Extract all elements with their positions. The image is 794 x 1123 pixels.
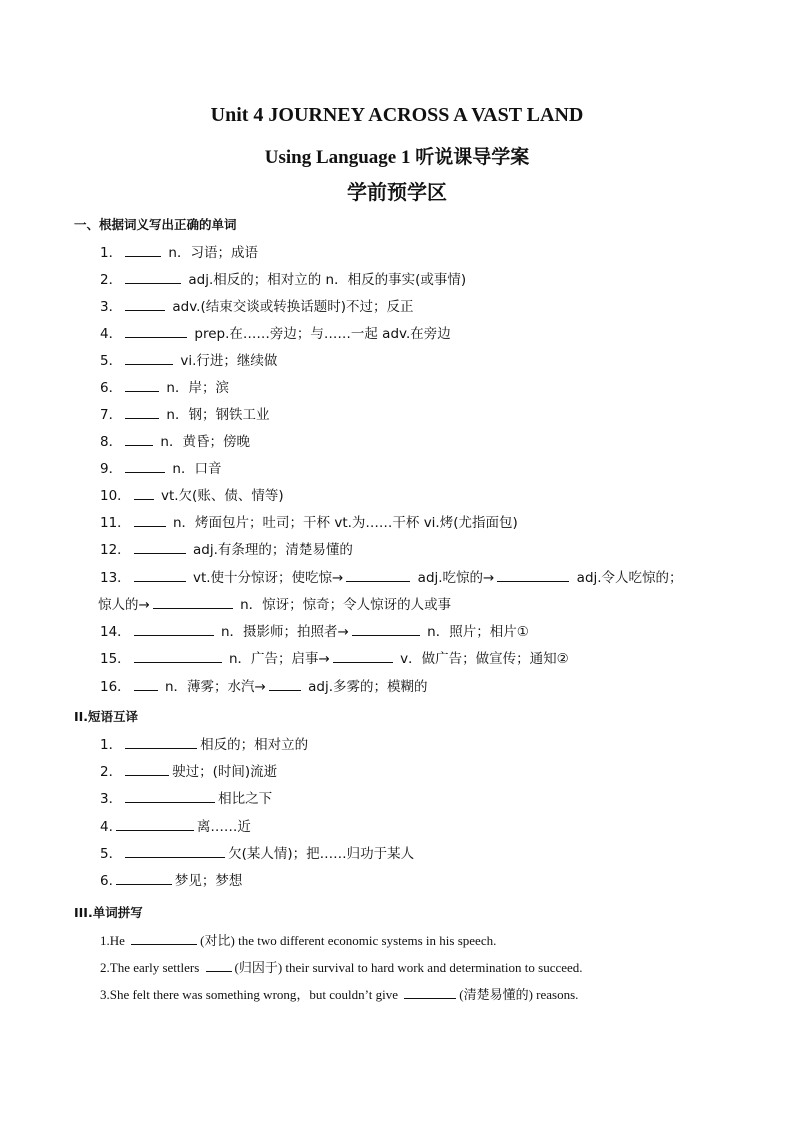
list-item [100,869,242,889]
item-number: 2． [100,764,123,780]
list-item [100,930,496,949]
list-item [100,295,414,315]
answer-blank[interactable] [134,569,186,582]
answer-blank[interactable] [404,986,456,999]
answer-blank[interactable] [116,872,172,885]
item-text: n．照片；相片① [422,624,529,640]
answer-blank[interactable] [125,379,159,392]
item-text: n．摄影师；拍照者→ [216,624,349,640]
answer-blank[interactable] [497,569,569,582]
answer-blank[interactable] [134,514,166,527]
list-item [100,376,229,396]
item-text: 离……近 [196,819,251,835]
item-number: 6. [100,873,113,889]
item-text: n．口音 [168,461,222,477]
list-item [100,787,272,807]
item-number: 9． [100,461,123,477]
section3-heading: III.单词拼写 [74,905,143,920]
item-text: vi.行进；继续做 [176,353,278,369]
item-number: 2． [100,272,123,288]
answer-blank[interactable] [125,298,165,311]
answer-blank[interactable] [125,845,225,858]
list-item [100,984,578,1003]
item-text: n．岸；滨 [162,380,229,396]
answer-blank[interactable] [346,569,410,582]
item-number: 7． [100,407,123,423]
answer-blank[interactable] [116,818,194,831]
answer-blank[interactable] [125,790,215,803]
item-number: 1． [100,245,123,261]
answer-blank[interactable] [134,487,154,500]
item-text: n．习语；成语 [164,245,258,261]
answer-blank[interactable] [125,406,159,419]
item-number: 12． [100,542,131,558]
sentence-end: (归因于) their survival to hard work and determination to succeed. [234,960,583,975]
list-item [100,675,428,695]
item-text: n．惊讶；惊奇；令人惊讶的人或事 [235,597,452,613]
list-item [100,733,308,753]
item-text: adj.有条理的；清楚易懂的 [188,542,353,558]
item-text: adv.(结束交谈或转换话题时)不过；反正 [168,299,414,315]
item-number: 10． [100,488,131,504]
item-text: vt.欠(账、债、情等) [156,488,284,504]
sentence-start: 1.He [100,933,129,948]
item-text: prep.在……旁边；与……一起 adv.在旁边 [190,326,451,342]
answer-blank[interactable] [125,271,181,284]
list-item [100,484,284,504]
section1-heading: 一、根据词义写出正确的单词 [74,217,237,232]
item-text: 相反的；相对立的 [200,737,309,753]
item-number: 6． [100,380,123,396]
item-text: v．做广告；做宣传；通知② [395,651,569,667]
list-item [100,815,251,835]
answer-blank[interactable] [125,460,165,473]
answer-blank[interactable] [125,736,197,749]
item-text: n．黄昏；傍晚 [156,434,250,450]
item-number: 15． [100,651,131,667]
item-number: 1． [100,737,123,753]
item-number: 8． [100,434,123,450]
document-title: Unit 4 JOURNEY ACROSS A VAST LAND [210,104,584,126]
section-title: 学前预学区 [347,180,447,204]
item-text: adj.令人吃惊的； [572,570,683,586]
item-number: 3． [100,299,123,315]
answer-blank[interactable] [134,650,222,663]
answer-blank[interactable] [333,650,393,663]
answer-blank[interactable] [153,596,233,609]
answer-blank[interactable] [125,325,187,338]
sentence-start: 3.She felt there was something wrong，but couldn’t give [100,987,402,1002]
item-text: n．钢；钢铁工业 [162,407,270,423]
list-item [100,241,258,261]
item-text: 欠(某人情)；把……归功于某人 [228,846,415,862]
item-number: 13． [100,570,131,586]
item-number: 3． [100,791,123,807]
answer-blank[interactable] [269,678,301,691]
list-item [100,457,221,477]
sentence-start: 2.The early settlers [100,960,203,975]
item-text: 相比之下 [218,791,273,807]
list-item [100,511,518,531]
document-subtitle: Using Language 1 听说课导学案 [264,147,530,168]
item-text: 驶过；(时间)流逝 [172,764,278,780]
list-item [100,538,353,558]
item-number: 16． [100,679,131,695]
item-number: 4. [100,819,113,835]
sentence-end: (清楚易懂的) reasons. [459,987,579,1002]
answer-blank[interactable] [131,932,197,945]
item-number: 14． [100,624,131,640]
item-number: 11． [100,515,131,531]
list-item [100,760,277,780]
item-text: n．烤面包片；吐司；干杯 vt.为……干杯 vi.烤(尤指面包) [168,515,518,531]
section2-heading: II.短语互译 [74,709,139,724]
answer-blank[interactable] [125,244,161,257]
list-item [100,349,277,369]
answer-blank[interactable] [352,623,420,636]
list-item [100,268,466,288]
item-text: 惊人的→ [98,597,150,613]
list-item [100,957,583,976]
list-item [100,430,250,450]
answer-blank[interactable] [134,623,214,636]
item-text: adj.相反的；相对立的 n．相反的事实(或事情) [184,272,467,288]
item-text: 梦见；梦想 [174,873,243,889]
item-number: 5． [100,353,123,369]
answer-blank[interactable] [134,678,158,691]
answer-blank[interactable] [206,959,232,972]
answer-blank[interactable] [134,541,186,554]
item-text: n．广告；启事→ [224,651,330,667]
list-item [100,322,451,342]
item-text: n．薄雾；水汽→ [160,679,266,695]
list-item [100,620,529,640]
list-item [100,647,569,667]
list-item [100,403,269,423]
item-text: vt.使十分惊讶；使吃惊→ [188,570,344,586]
answer-blank[interactable] [125,763,169,776]
sentence-end: (对比) the two different economic systems in his speech. [200,933,497,948]
answer-blank[interactable] [125,352,173,365]
item-text: adj.吃惊的→ [413,570,495,586]
answer-blank[interactable] [125,433,153,446]
list-item [100,842,414,862]
list-item [100,566,683,586]
item-text: adj.多雾的；模糊的 [303,679,428,695]
item-number: 4． [100,326,123,342]
list-item [98,593,451,613]
item-number: 5． [100,846,123,862]
